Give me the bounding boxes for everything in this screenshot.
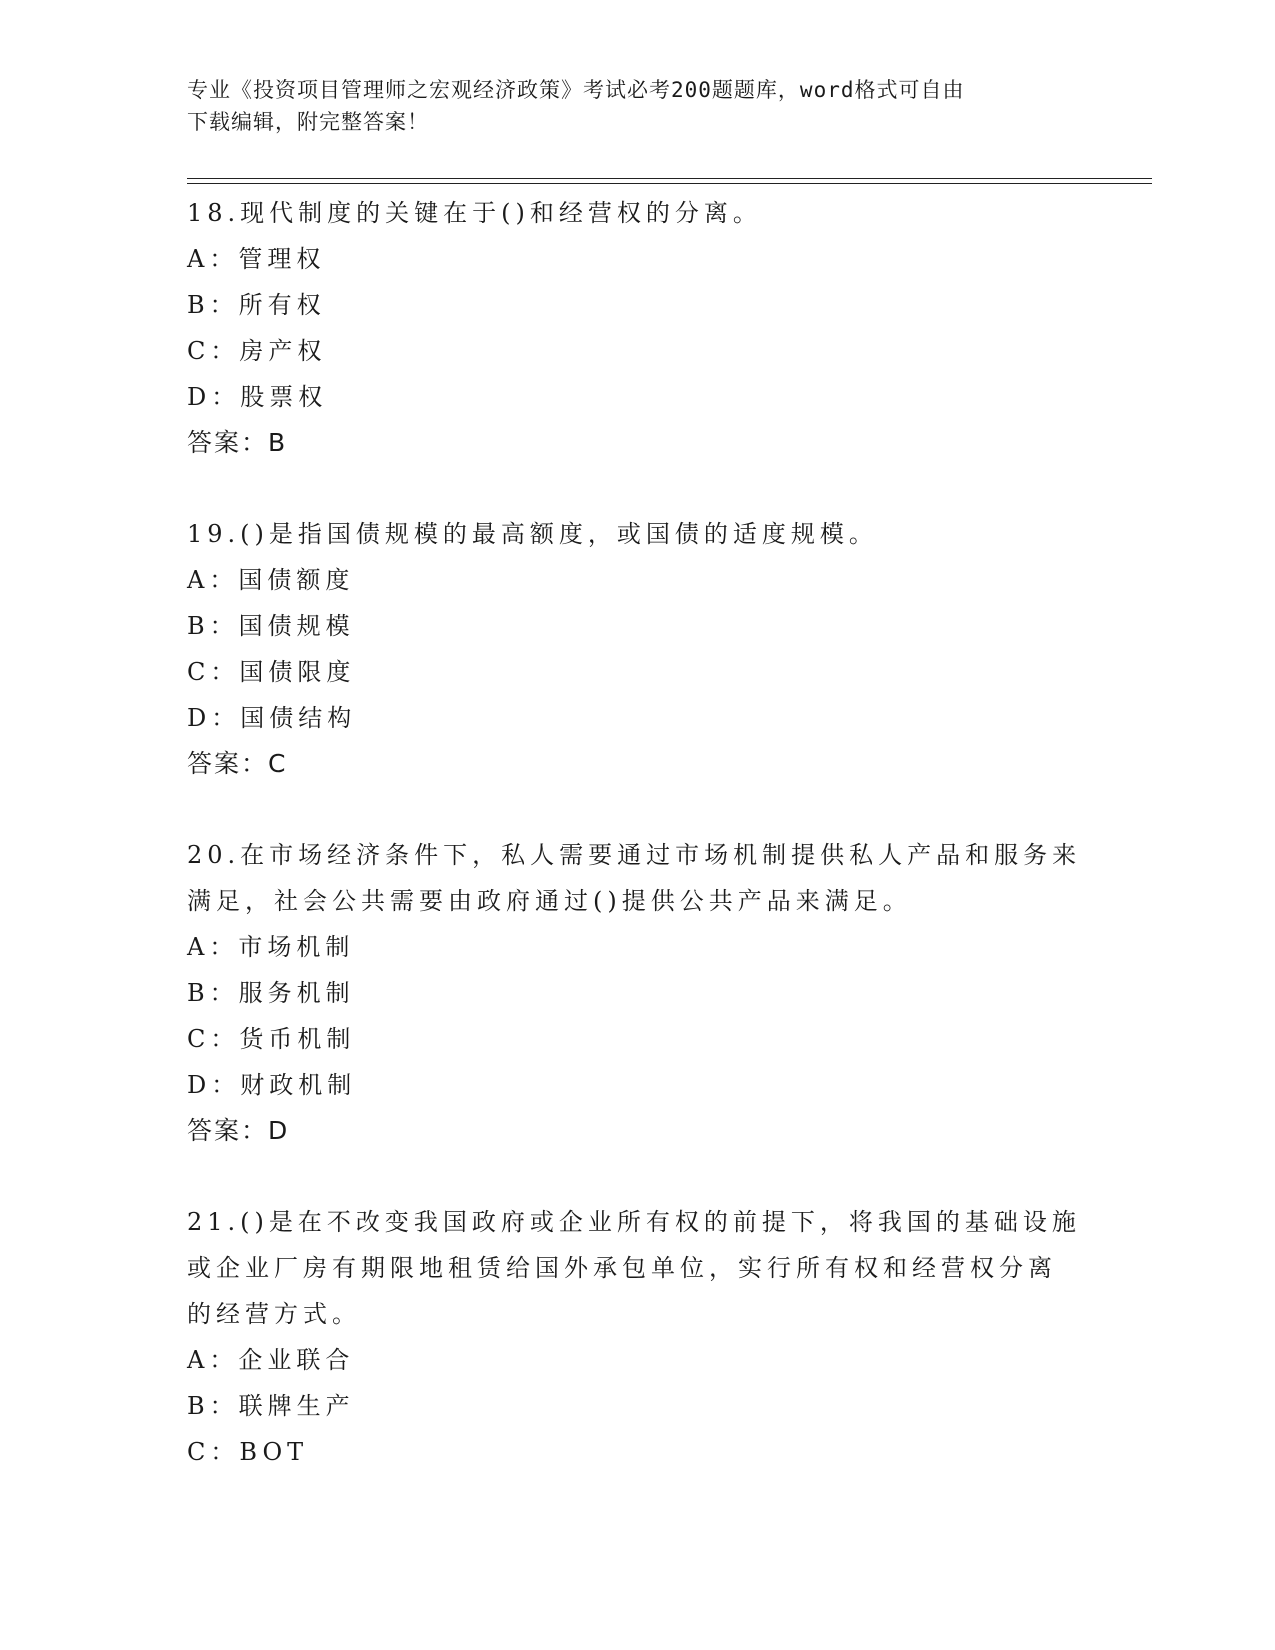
question-text-line-1: 21.()是在不改变我国政府或企业所有权的前提下，将我国的基础设施 [187,1208,1081,1236]
option-b: B：国债规模 [187,612,355,640]
option-d: D：股票权 [187,383,328,411]
header-line-1: 专业《投资项目管理师之宏观经济政策》考试必考200题题库，word格式可自由 [187,78,965,102]
answer-line: 答案：D [187,1116,290,1145]
option-b: B：服务机制 [187,979,355,1007]
question-text-line-3: 的经营方式。 [187,1300,361,1328]
option-a: A：国债额度 [187,566,355,594]
option-b: B：联牌生产 [187,1392,355,1420]
question-20 [187,832,1087,1154]
question-21 [187,1199,1087,1475]
option-c: C：货币机制 [187,1025,356,1053]
question-text: 19.()是指国债规模的最高额度，或国债的适度规模。 [187,520,878,548]
option-a: A：管理权 [187,245,326,273]
header-divider-bottom [187,183,1152,184]
question-text-line-2: 满足，社会公共需要由政府通过()提供公共产品来满足。 [187,887,912,915]
question-text-line-2: 或企业厂房有期限地租赁给国外承包单位，实行所有权和经营权分离 [187,1254,1057,1282]
option-a: A：企业联合 [187,1346,355,1374]
header-divider-top [187,178,1152,179]
question-19 [187,511,1087,787]
header-line-2: 下载编辑，附完整答案！ [187,110,429,134]
option-d: D：国债结构 [187,704,357,732]
question-text-line-1: 20.在市场经济条件下，私人需要通过市场机制提供私人产品和服务来 [187,841,1082,869]
option-b: B：所有权 [187,291,326,319]
question-18 [187,190,1087,466]
option-c: C：BOT [187,1438,309,1466]
option-c: C：房产权 [187,337,327,365]
answer-line: 答案：B [187,428,288,457]
document-header [187,74,1067,138]
option-c: C：国债限度 [187,658,356,686]
question-text: 18.现代制度的关键在于()和经营权的分离。 [187,199,762,227]
option-d: D：财政机制 [187,1071,357,1099]
answer-line: 答案：C [187,749,288,778]
question-list [187,190,1087,1520]
option-a: A：市场机制 [187,933,355,961]
